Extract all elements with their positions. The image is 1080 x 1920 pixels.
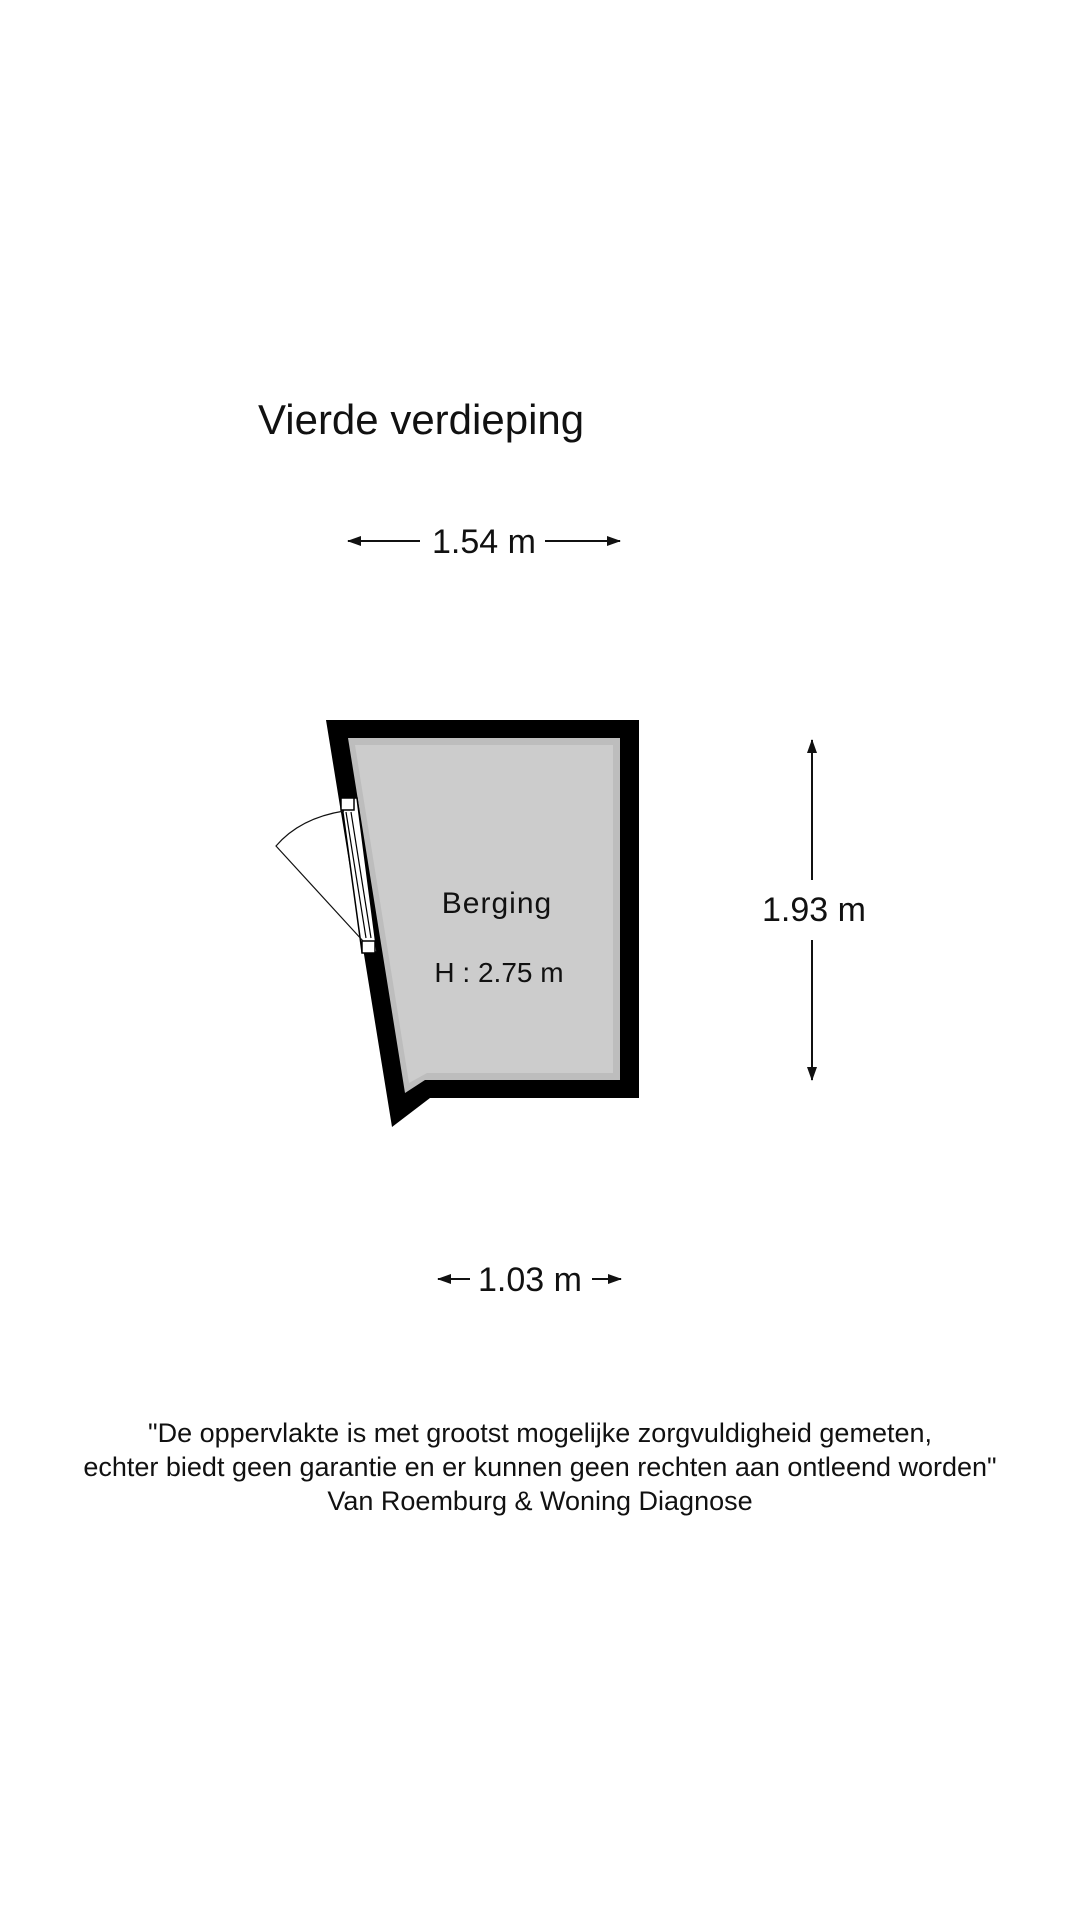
dimension-top-width xyxy=(348,523,620,561)
disclaimer-line: echter biedt geen garantie en er kunnen geen rechten aan ontleend worden" xyxy=(83,1452,997,1482)
disclaimer-line: "De oppervlakte is met grootst mogelijke zorgvuldigheid gemeten, xyxy=(148,1418,932,1448)
disclaimer xyxy=(0,1416,1080,1518)
door-jamb-bottom xyxy=(362,941,375,953)
dimension-right-height xyxy=(762,740,866,1080)
floor-title: Vierde verdieping xyxy=(258,396,585,443)
room-name: Berging xyxy=(441,887,553,920)
door-jamb-top xyxy=(341,798,354,810)
disclaimer-line: Van Roemburg & Woning Diagnose xyxy=(327,1486,753,1516)
room-height-label: H : 2.75 m xyxy=(434,957,564,988)
dimension-bottom-width xyxy=(438,1261,621,1299)
dimension-label-right: 1.93 m xyxy=(762,891,866,929)
dimension-label-bottom: 1.03 m xyxy=(478,1261,582,1299)
dimension-label-top: 1.54 m xyxy=(432,523,536,561)
